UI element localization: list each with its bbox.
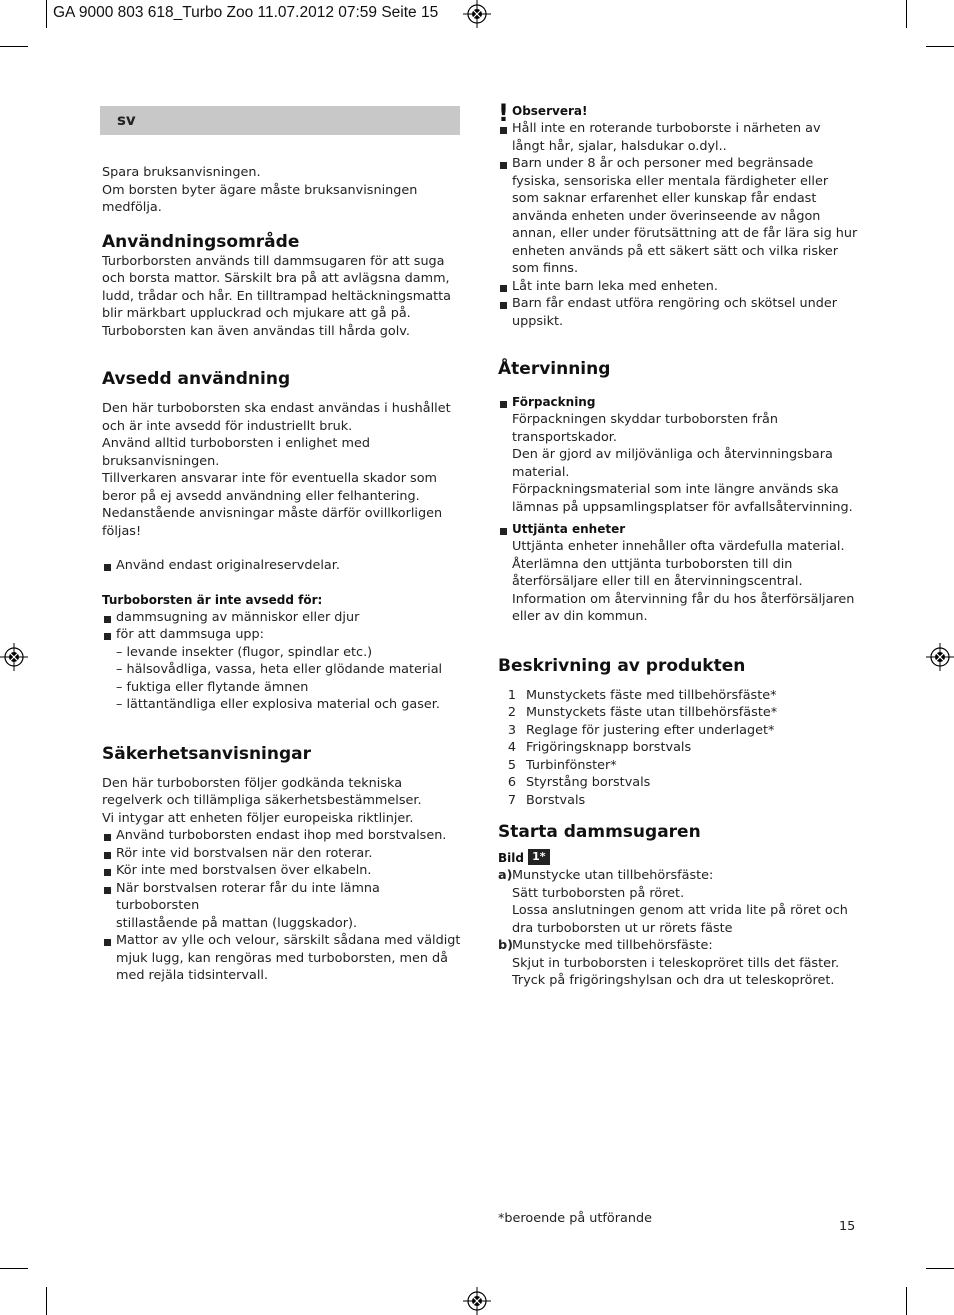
heading-beskrivning: Beskrivning av produkten [498,655,746,676]
heading-starta-dammsugaren: Starta dammsugaren [498,822,701,842]
section-text: Uttjänta enheter innehåller ofta värdefulla material. Återlämna den uttjänta turboborsten till din återförsäljare eller till en återvinningscentral. Information om återvinning får du hos återförsäljaren eller av din kommun. [512,539,855,624]
crop-mark [0,46,28,47]
subheading-forpackning: Förpackning [498,394,878,411]
registration-mark-icon [926,643,954,671]
step-b: b) Munstycke med tillbehörsfäste: Skjut in turboborsten i teleskopröret tills det fäster. Tryck på frigöringshylsan och dra ut teleskopröret. [498,938,840,988]
list-item: för att dammsuga upp: [102,626,462,644]
registration-mark-icon [463,1287,491,1315]
crop-mark [926,46,954,47]
list-item: 2 Munstyckets fäste utan tillbehörsfäste* [507,705,778,720]
dash-item: – lättantändliga eller explosiva material och gaser. [116,697,440,712]
crop-mark [0,1268,28,1269]
heading-sakerhetsanvisningar: Säkerhetsanvisningar [102,743,312,764]
section-text: Den här turboborsten ska endast användas i hushållet och är inte avsedd för industriellt bruk. Använd alltid turboborsten i enlighet med bruksanvisningen. Tillverkaren ansvarar inte för eventuella skador som beror på ej avsedd användning eller felhantering. Nedanstående anvisningar måste därför ovillkorligen följas! [102,401,451,539]
section-text: Förpackningen skyddar turboborsten från transportskador. Den är gjord av miljövänliga och återvinningsbara material. Förpackningsmaterial som inte längre används ska lämnas på uppsamlingsplatser för avfallsåtervinning. [512,412,853,515]
list-item: Använd turboborsten endast ihop med borstvalsen. [102,827,462,845]
list-item: 3 Reglage för justering efter underlaget* [507,722,775,738]
dash-item: – levande insekter (flugor, spindlar etc.) [116,644,373,660]
left-column [102,164,462,985]
list-item: dammsugning av människor eller djur [102,609,462,627]
list-item: 7 Borstvals [507,792,586,808]
footnote: *beroende på utförande [498,1211,652,1226]
list-item: Kör inte med borstvalsen över elkabeln. [102,862,462,880]
crop-mark [906,1287,907,1315]
list-item: Håll inte en roterande turboborste i närheten av långt hår, sjalar, halsdukar o.dyl.. [498,120,878,155]
heading-anvandningsomrade: Användningsområde [102,231,300,252]
list-item: Använd endast originalreservdelar. [102,557,462,575]
heading-avsedd-anvandning: Avsedd användning [102,369,291,389]
list-item: 1 Munstyckets fäste med tillbehörsfäste* [507,687,777,703]
list-item: När borstvalsen roterar får du inte lämna turboborsten stillastående på mattan (luggskador). [102,880,462,933]
list-item: Barn under 8 år och personer med begränsade fysiska, sensoriska eller mentala färdigheter eller som saknar erfarenhet eller kunskap får endast använda enheten under överinseende av någon annan, eller under förutsättning att de får lära sig hur enheten används på ett säkert sätt och vilka risker som finns. [498,155,878,278]
print-slug: GA 9000 803 618_Turbo Zoo 11.07.2012 07:59 Seite 15 [53,4,439,21]
subheading-uttjanta-enheter: Uttjänta enheter [498,521,878,538]
list-item: Barn får endast utföra rengöring och skötsel under uppsikt. [498,295,878,330]
section-text: Turborborsten används till dammsugaren för att suga och borsta mattor. Särskilt bra på att avlägsna damm, ludd, trådar och hår. En tilltrampad heltäckningsmatta blir märkbart uppluckrad och mjukare att gå på. Turboborsten kan även användas till hårda golv. [102,253,451,339]
list-item: 4 Frigöringsknapp borstvals [507,740,692,755]
figure-badge: 1* [528,849,549,865]
exclamation-icon: ! [498,99,509,127]
warning-title: Observera! [512,104,588,118]
crop-mark [926,1268,954,1269]
registration-mark-icon [0,643,28,671]
figure-reference: Bild 1* [498,849,878,867]
list-item: Rör inte vid borstvalsen när den roterar. [102,845,462,863]
list-item: Mattor av ylle och velour, särskilt sådana med väldigt mjuk lugg, kan rengöras med turboborsten, men då med rejäla tidsintervall. [102,932,462,985]
heading-atervinning: Återvinning [498,359,611,379]
subheading-not-for: Turboborsten är inte avsedd för: [102,592,323,607]
language-code: sv [117,111,136,129]
dash-item: – hälsovådliga, vassa, heta eller glödande material [116,662,443,677]
page-number: 15 [839,1219,856,1234]
warning-block [498,99,878,127]
right-column [498,99,878,990]
list-item: 5 Turbinfönster* [507,757,617,773]
section-text: Den här turboborsten följer godkända tekniska regelverk och tillämpliga säkerhetsbestämmelser. Vi intygar att enheten följer europeiska riktlinjer. [102,775,422,826]
crop-mark [906,0,907,28]
dash-item: – fuktiga eller flytande ämnen [116,679,309,695]
language-tab [100,106,460,135]
crop-mark [46,1287,47,1315]
list-item: Låt inte barn leka med enheten. [498,278,878,296]
list-item: 6 Styrstång borstvals [507,775,651,790]
registration-mark-icon [463,0,491,28]
intro-text: Spara bruksanvisningen. Om borsten byter ägare måste bruksanvisningen medfölja. [102,165,418,215]
step-a: a) Munstycke utan tillbehörsfäste: Sätt turboborsten på röret. Lossa anslutningen genom att vrida lite på röret och dra turboborsten ut ur rörets fäste [498,868,848,936]
crop-mark [46,0,47,28]
